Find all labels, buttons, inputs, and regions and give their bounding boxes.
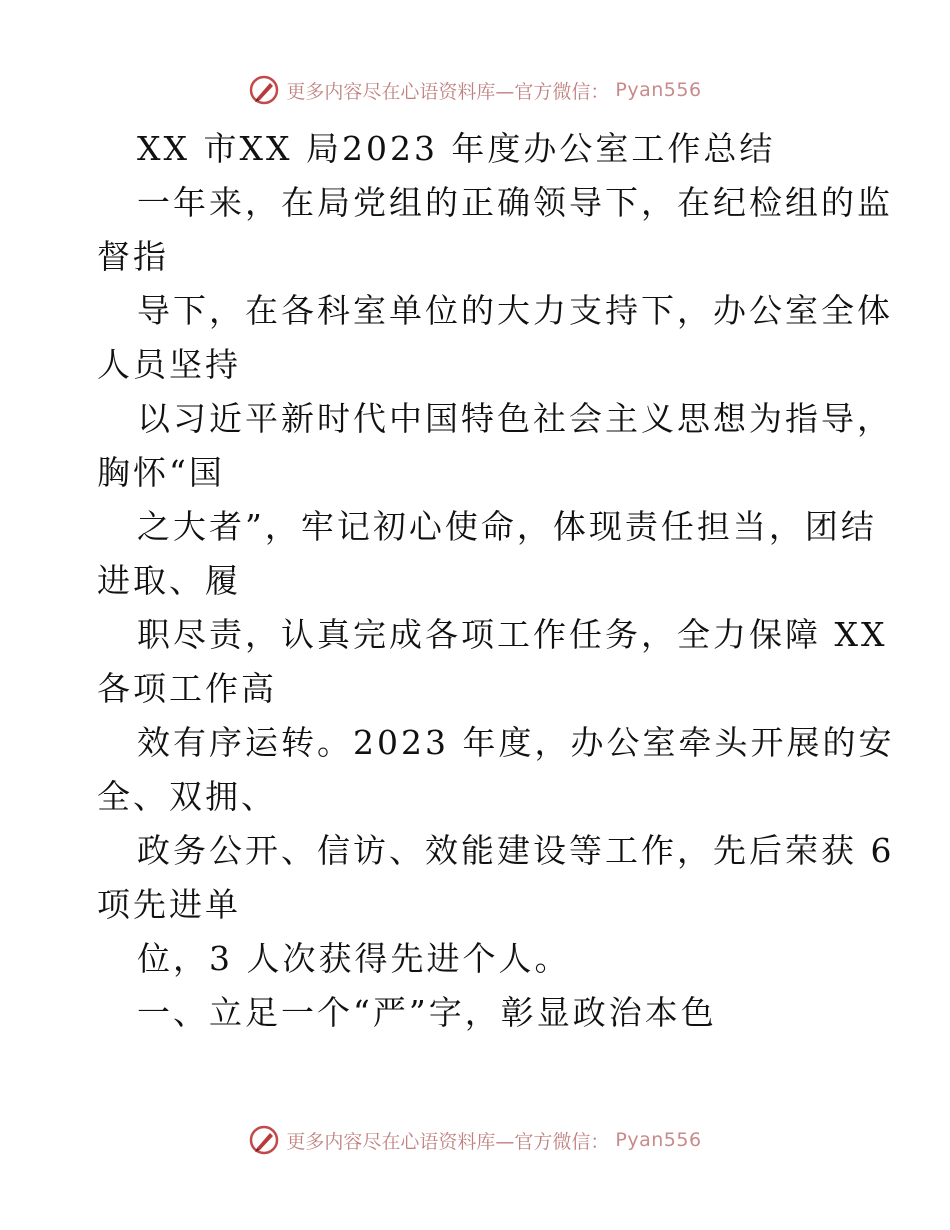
text-line: 位，3 人次获得先进个人。 [137,939,571,978]
text-line: 各项工作高 [97,669,277,708]
text-line: 以习近平新时代中国特色社会主义思想为指导， [137,399,893,438]
watermark-text: 更多内容尽在心语资料库—官方微信： [286,80,610,103]
document-body [97,122,895,1040]
text-line: 导下，在各科室单位的大力支持下，办公室全体 [137,291,893,330]
document-title: XX 市XX 局2023 年度办公室工作总结 [137,129,776,168]
watermark-text: 更多内容尽在心语资料库—官方微信： [286,1130,610,1153]
pen-logo-icon [248,74,280,106]
text-line: 胸怀“国 [97,453,225,492]
text-line: 职尽责，认真完成各项工作任务，全力保障 XX [137,615,888,654]
text-line: 人员坚持 [97,345,241,384]
text-line: 进取、履 [97,561,241,600]
text-line: 督指 [97,237,169,276]
header-watermark [0,70,950,110]
pen-logo-icon [248,1124,280,1156]
watermark-wechat-id: Pyan556 [615,79,702,101]
footer-watermark [0,1120,950,1160]
text-line: 项先进单 [97,885,241,924]
section-heading: 一、立足一个“严”字，彰显政治本色 [137,993,717,1032]
watermark-wechat-id: Pyan556 [615,1129,702,1151]
text-line: 政务公开、信访、效能建设等工作，先后荣获 6 [137,831,895,870]
text-line: 全、双拥、 [97,777,277,816]
text-line: 效有序运转。2023 年度，办公室牵头开展的安 [137,723,895,762]
text-line: 一年来，在局党组的正确领导下，在纪检组的监 [137,183,893,222]
text-line: 之大者”，牢记初心使命，体现责任担当，团结 [137,507,877,546]
